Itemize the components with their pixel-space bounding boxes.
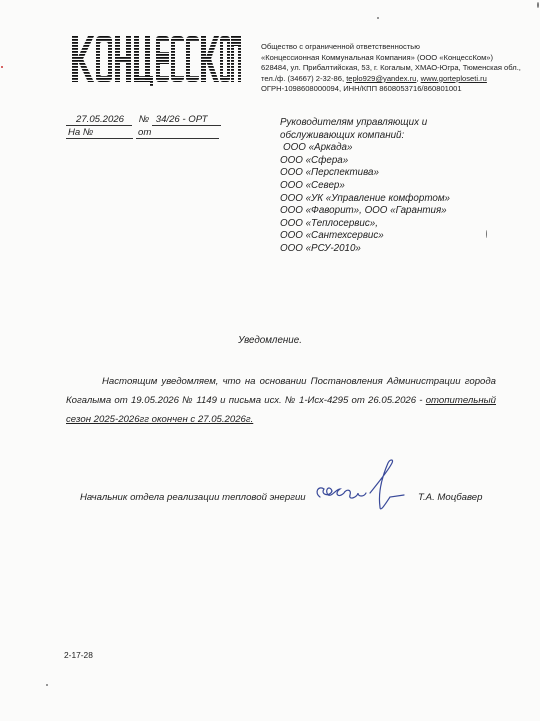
letter-number: 34/26 - ОРТ (152, 114, 222, 126)
company-logo (70, 30, 242, 88)
addressee-item: ООО «Перспектива» (280, 167, 379, 179)
company-line: Общество с ограниченной ответственностью (261, 42, 420, 51)
signatory-name: Т.А. Моцбавер (418, 492, 483, 503)
notice-text: Настоящим уведомляем, что на основании Постановления Администрации города Когалыма от 19.05.2026 № 1149 и письма исх. № 1-Исх-4295 от 26.05.2026 - (66, 376, 496, 407)
scan-speck (537, 2, 539, 8)
document-code: 2-17-28 (64, 650, 93, 660)
notice-paragraph (66, 372, 496, 430)
outgoing-reference (66, 114, 221, 140)
addressee-item: ООО «РСУ-2010» (280, 242, 361, 254)
scan-speck (46, 684, 48, 686)
addressee-item: ООО «УК «Управление комфортом» (280, 192, 450, 204)
addressee-item: ООО «Сантехсервис» (280, 230, 384, 242)
email-link[interactable]: teplo929@yandex.ru (346, 73, 417, 83)
scan-speck (1, 66, 3, 68)
addressee-heading: Руководителям управляющих и (280, 117, 428, 128)
signatory-position: Начальник отдела реализации тепловой энергии (80, 492, 306, 503)
notice-body (66, 372, 496, 430)
addressee-item: ООО «Север» (280, 179, 345, 191)
from-label: от (136, 127, 219, 139)
ogrn-line: ОГРН-1098608000094, ИНН/КПП 8608053716/860801001 (261, 84, 462, 94)
addressee-item: ООО «Теплосервис», (280, 217, 378, 229)
addressee-heading: обслуживающих компаний: (280, 129, 405, 141)
scan-speck (377, 17, 379, 19)
scan-speck (486, 230, 487, 238)
addressees (280, 117, 510, 256)
company-details (261, 42, 533, 95)
logo-text (70, 30, 242, 88)
number-label: № (138, 114, 150, 125)
phone: тел./ф. (34667) 2-32-86, (261, 73, 345, 83)
reply-label: На № (66, 127, 133, 139)
company-line: 628484, ул. Прибалтийская, 53, г. Когалым, ХМАО-Югра, Тюменская обл., (261, 63, 521, 73)
separator: , (416, 73, 419, 83)
notice-title: Уведомление. (238, 335, 302, 346)
handwritten-signature (312, 455, 412, 525)
contacts-line (261, 74, 533, 85)
addressee-item: ООО «Сфера» (280, 154, 349, 166)
letter-date: 27.05.2026 (66, 114, 132, 126)
addressee-item: ООО «Фаворит», ООО «Гарантия» (280, 205, 447, 217)
company-line: «Концессионная Коммунальная Компания» (ООО «КонцессКом») (261, 52, 494, 62)
addressee-item: ООО «Аркада» (283, 142, 353, 154)
website-link[interactable]: www.gorteploseti.ru (420, 73, 487, 83)
notice-highlight: отопительный сезон 2025-2026гг окончен с 27.05.2026г. (66, 395, 496, 426)
